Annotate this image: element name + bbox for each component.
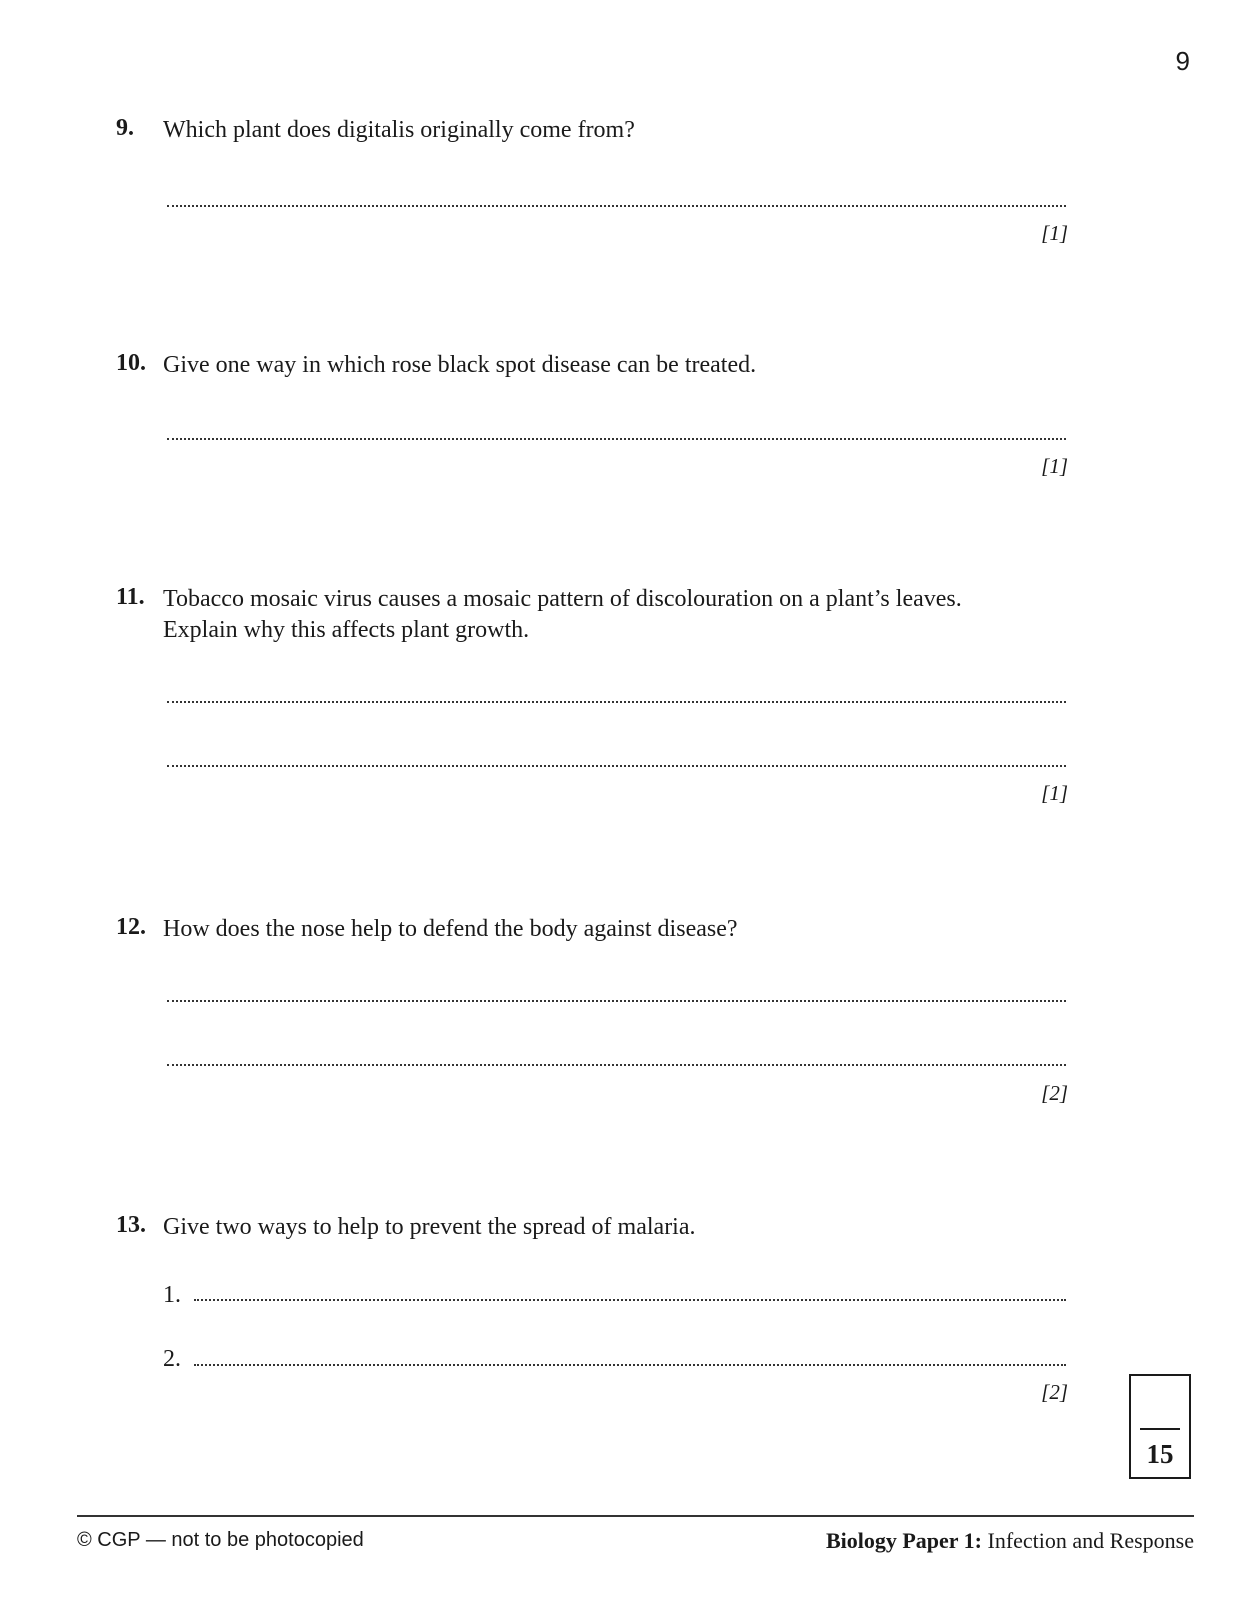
question-text: Give two ways to help to prevent the spread of malaria. [163,1214,696,1240]
question-text: How does the nose help to defend the body against disease? [163,916,738,942]
question-number: 13. [116,1212,146,1238]
footer-paper-title [826,1528,1194,1554]
answer-line[interactable] [194,1364,1066,1366]
answer-line[interactable] [167,1000,1066,1002]
answer-line[interactable] [167,438,1066,440]
answer-line[interactable] [167,765,1066,767]
question-number: 10. [116,350,146,376]
question-number: 9. [116,115,134,141]
footer-paper-name: Biology Paper 1: [825,1528,982,1553]
answer-number: 2. [163,1346,181,1372]
question-number: 11. [116,584,145,610]
answer-line[interactable] [167,1064,1066,1066]
answer-line[interactable] [167,701,1066,703]
score-total: 15 [1146,1439,1174,1469]
marks-label: [1] [1041,781,1068,805]
marks-label: [1] [1041,454,1068,478]
footer-copyright: © CGP — not to be photocopied [77,1529,364,1551]
footer-rule [77,1515,1194,1517]
answer-line[interactable] [194,1299,1066,1301]
answer-number: 1. [163,1282,181,1308]
question-number: 12. [116,914,146,940]
score-divider [1140,1428,1180,1430]
marks-label: [2] [1041,1081,1068,1105]
question-text: Tobacco mosaic virus causes a mosaic pattern of discolouration on a plant’s leaves. [163,586,962,612]
answer-line[interactable] [167,205,1066,207]
score-box[interactable] [1129,1374,1191,1479]
question-text: Give one way in which rose black spot disease can be treated. [163,352,757,378]
footer-topic: Infection and Response [982,1528,1194,1553]
marks-label: [1] [1041,221,1068,245]
page-number: 9 [1175,46,1190,76]
question-text: Which plant does digitalis originally come from? [163,117,635,143]
question-text: Explain why this affects plant growth. [163,617,530,643]
marks-label: [2] [1041,1380,1068,1404]
